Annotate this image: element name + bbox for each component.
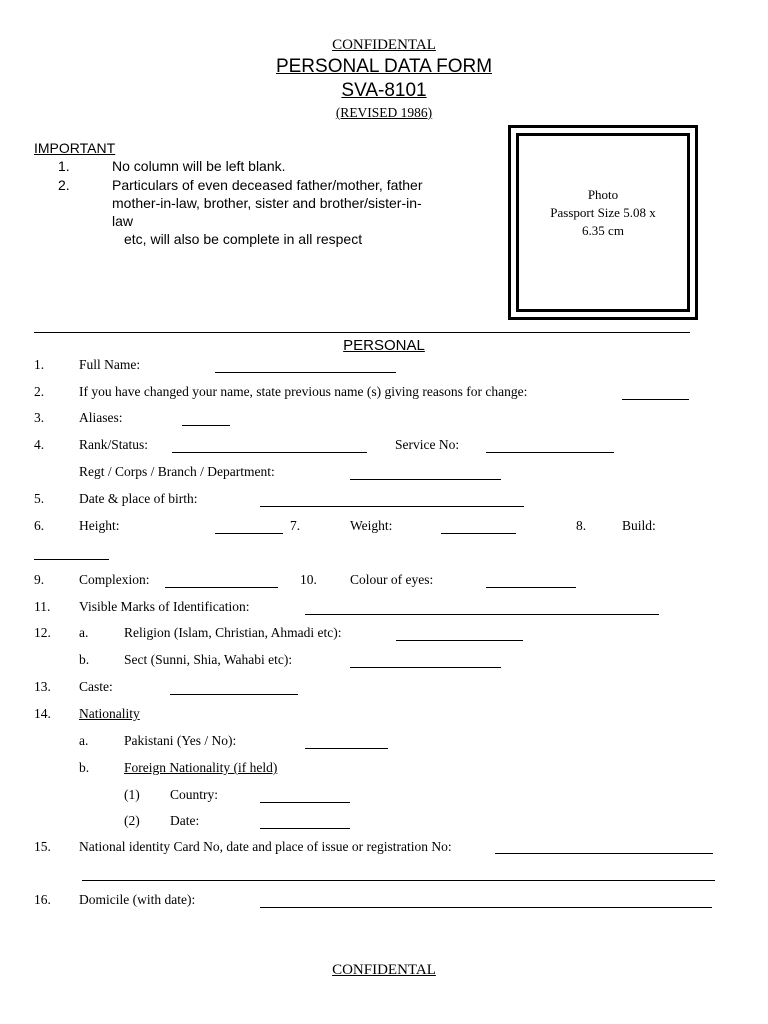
field-14-number: 14.	[34, 706, 51, 721]
important-item-2-line-4: etc, will also be complete in all respect	[124, 231, 363, 247]
full-name-field[interactable]	[215, 372, 396, 373]
important-item-1-text: No column will be left blank.	[112, 158, 286, 174]
field-16-label: Domicile (with date):	[79, 892, 196, 907]
religion-field[interactable]	[396, 640, 523, 641]
regt-corps-label: Regt / Corps / Branch / Department:	[79, 464, 275, 479]
revised-note: (REVISED 1986)	[335, 105, 433, 120]
field-12b-letter: b.	[79, 652, 90, 667]
field-6-number: 6.	[34, 518, 45, 533]
field-1-label: Full Name:	[79, 357, 141, 372]
pakistani-field[interactable]	[305, 748, 388, 749]
height-field[interactable]	[215, 533, 283, 534]
field-7-label: Weight:	[350, 518, 393, 533]
field-10-label: Colour of eyes:	[350, 572, 434, 587]
photo-instructions	[511, 186, 695, 240]
section-divider	[34, 332, 690, 333]
field-11-number: 11.	[34, 599, 51, 614]
important-item-2-number: 2.	[58, 177, 70, 193]
field-15-label: National identity Card No, date and place of issue or registration No:	[79, 839, 452, 854]
field-7-number: 7.	[290, 518, 301, 533]
personal-section-heading: PERSONAL	[343, 337, 425, 354]
field-3-label: Aliases:	[79, 410, 123, 425]
field-14b2-number: (2)	[124, 813, 140, 828]
field-14a-label: Pakistani (Yes / No):	[124, 733, 237, 748]
domicile-field[interactable]	[260, 907, 712, 908]
sect-field[interactable]	[350, 667, 501, 668]
nic-field[interactable]	[495, 853, 713, 854]
field-8-number: 8.	[576, 518, 587, 533]
field-14b1-label: Country:	[170, 787, 219, 802]
foreign-date-field[interactable]	[260, 828, 350, 829]
service-no-label: Service No:	[395, 437, 460, 452]
field-12a-letter: a.	[79, 625, 89, 640]
field-6-label: Height:	[79, 518, 120, 533]
field-1-number: 1.	[34, 357, 45, 372]
important-item-2-line-1: Particulars of even deceased father/mother, father	[112, 177, 423, 193]
service-no-field[interactable]	[486, 452, 614, 453]
nic-field-continued[interactable]	[82, 880, 715, 881]
foreign-country-field[interactable]	[260, 802, 350, 803]
field-16-number: 16.	[34, 892, 51, 907]
field-12b-label: Sect (Sunni, Shia, Wahabi etc):	[124, 652, 293, 667]
form-number: SVA-8101	[341, 80, 427, 101]
field-14b-label: Foreign Nationality (if held)	[124, 760, 278, 775]
photo-label: Photo	[587, 187, 619, 202]
rank-status-field[interactable]	[172, 452, 367, 453]
important-label: IMPORTANT	[34, 140, 116, 156]
field-14-label: Nationality	[79, 706, 140, 721]
field-3-number: 3.	[34, 410, 45, 425]
field-5-number: 5.	[34, 491, 45, 506]
form-title: PERSONAL DATA FORM	[275, 56, 493, 77]
field-8-label: Build:	[622, 518, 656, 533]
field-14b2-label: Date:	[170, 813, 200, 828]
field-5-label: Date & place of birth:	[79, 491, 198, 506]
identification-marks-field[interactable]	[305, 614, 659, 615]
field-4-number: 4.	[34, 437, 45, 452]
photo-box	[508, 125, 698, 320]
photo-size-line-2: 6.35 cm	[582, 223, 624, 238]
caste-field[interactable]	[170, 694, 298, 695]
field-14b-letter: b.	[79, 760, 90, 775]
confidential-header: CONFIDENTAL	[332, 37, 436, 53]
field-14a-letter: a.	[79, 733, 89, 748]
field-13-label: Caste:	[79, 679, 113, 694]
complexion-field[interactable]	[165, 587, 278, 588]
birth-date-place-field[interactable]	[260, 506, 524, 507]
important-item-2-line-3: law	[112, 213, 134, 229]
field-10-number: 10.	[300, 572, 317, 587]
field-13-number: 13.	[34, 679, 51, 694]
field-4-label: Rank/Status:	[79, 437, 149, 452]
previous-name-field[interactable]	[622, 399, 689, 400]
field-12a-label: Religion (Islam, Christian, Ahmadi etc):	[124, 625, 342, 640]
field-2-label: If you have changed your name, state previous name (s) giving reasons for change:	[79, 384, 528, 399]
field-15-number: 15.	[34, 839, 51, 854]
field-9-label: Complexion:	[79, 572, 150, 587]
regt-corps-field[interactable]	[350, 479, 501, 480]
confidential-footer: CONFIDENTAL	[332, 962, 436, 978]
build-field[interactable]	[34, 559, 109, 560]
photo-size-line-1: Passport Size 5.08 x	[550, 205, 656, 220]
important-item-1-number: 1.	[58, 158, 70, 174]
field-11-label: Visible Marks of Identification:	[79, 599, 250, 614]
field-14b1-number: (1)	[124, 787, 140, 802]
field-9-number: 9.	[34, 572, 45, 587]
aliases-field[interactable]	[182, 425, 230, 426]
weight-field[interactable]	[441, 533, 516, 534]
field-2-number: 2.	[34, 384, 45, 399]
field-12-number: 12.	[34, 625, 51, 640]
eye-colour-field[interactable]	[486, 587, 576, 588]
important-item-2-line-2: mother-in-law, brother, sister and brother/sister-in-	[112, 195, 422, 211]
